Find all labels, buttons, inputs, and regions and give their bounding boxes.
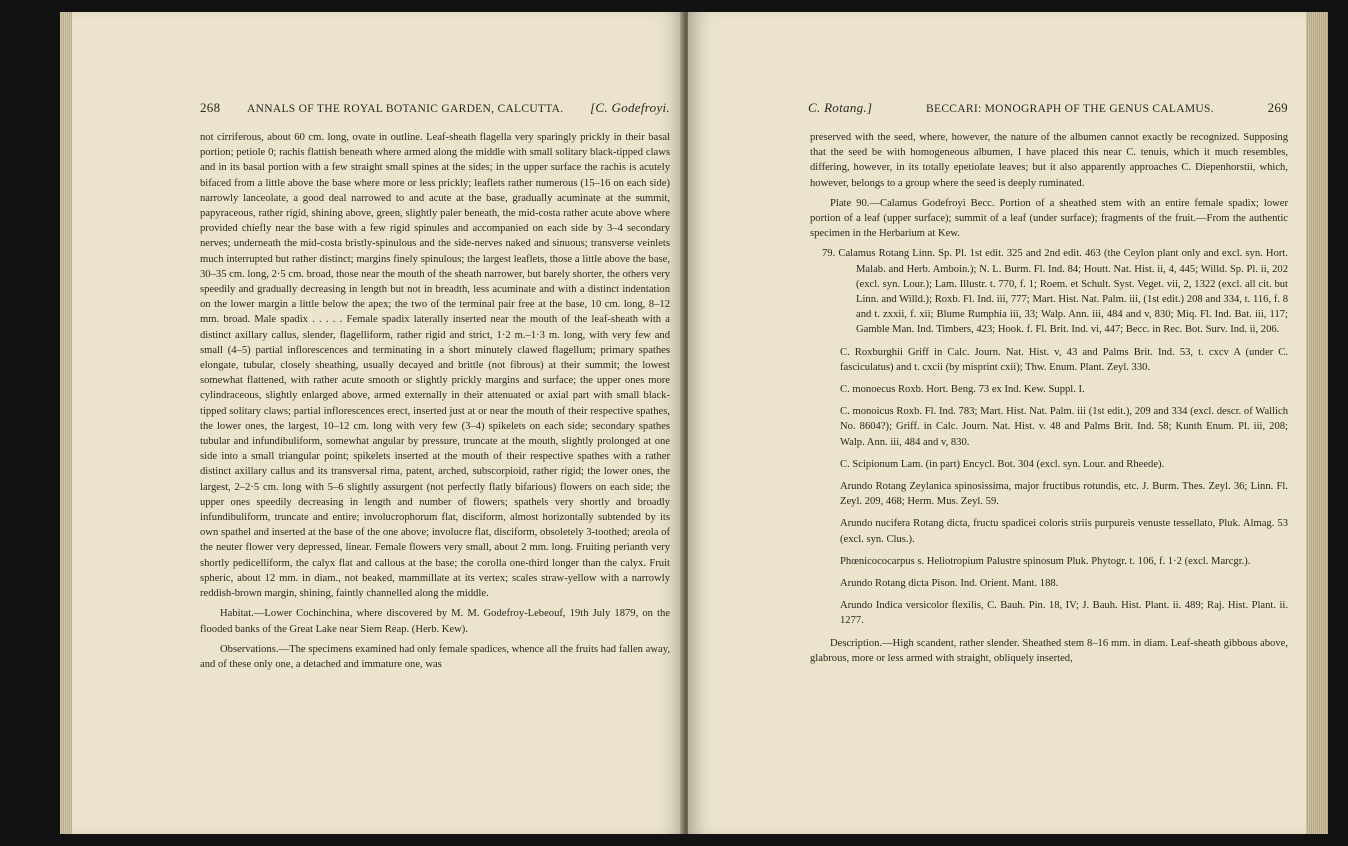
synonym-arundo-nucifera: Arundo nucifera Rotang dicta, fructu spadicei coloris striis purpureis venuste tessellato, Pluk. Almag. 53 (excl. syn. Clus.). [840,518,1288,545]
right-species-tag: C. Rotang.] [808,100,873,115]
left-page [60,12,684,834]
right-body-text [810,130,1288,671]
right-running-header [808,100,1288,116]
synonym-arundo-pison: Arundo Rotang dicta Pison. Ind. Orient. Mant. 188. [840,578,1059,590]
synonym-arundo-indica: Arundo Indica versicolor flexilis, C. Bauh. Pin. 18, IV; J. Bauh. Hist. Plant. ii. 489; Raj. Hist. Plant. ii. 1277. [840,600,1288,627]
plate-paragraph: Plate 90.—Calamus Godefroyi Becc. Portion of a sheathed stem with an entire female spadix; lower portion of a leaf (upper surface); summit of a leaf (under surface); fragments of the fruit.—From the authentic specimen in the Herbarium at Kew. [810,197,1288,240]
right-page [688,12,1328,834]
description-paragraph: not cirriferous, about 60 cm. long, ovate in outline. Leaf-sheath flagella very sparingly prickly in their basal portion; petiole 0; rachis flattish beneath where armed along the middle with small solitary black-tipped claws and in its basal portion with a few straight small spines at the sides; in the upper surface the rachis is acutely bifaced from a little above the base where more or less prickly; leaflets rather numerous (15–16 on each side) narrowly lanceolate, a good deal narrowed to and acute at the base, gradually acuminate at the summit, papyraceous, rather rigid, shining above, green, slightly paler beneath, the mid-costa rather acute above where provided chiefly near the base with a few rigid spinules and accompanied on each side by 3–4 secondary nerves; underneath the mid-costa bristly-spinulous and the side-nerves naked and sinuous; transverse veinlets much interrupted but rather distinct; margins finely spinulous; the largest leaflets, those a little above the base, 30–35 cm. long, 2·5 cm. broad, those near the mouth of the sheath narrower, but barely shorter, the others very speedily and gradually decreasing in length but not in breadth, less acuminate and with a distinct indentation on the lower margin a little below the apex; the two of the terminal pair free at the base, 10 cm. long, 8–12 mm. broad. Male spadix . . . . . Female spadix laterally inserted near the mouth of the leaf-sheath with a distinct axillary callus, slender, flagelliform, rather rigid and strict, 1·2 m.–1·3 m. long, with very few and small (4–5) partial inflorescences and terminating in a short minutely clawed flagellum; primary spathes elongate, tubular, closely sheathing, usually decayed and brittle (not fibrous) at their summit; the lowest somewhat flattened, with rather acute smooth or slightly prickly margins and surface; the upper ones more cylindraceous, slightly enlarged above, armed externally in their attenuated or axial part with small black-tipped solitary claws; partial inflorescences erect, inserted just at or near the mouth of their respective spathes, the lower ones, the largest, 10–12 cm. long with very few (3–4) spikelets on each side; secondary spathes tubular and infundibuliform, somewhat angular by pressure, truncate at the mouth, slightly prolonged at one side into a small triangular point; spikelets inserted at the mouth of their respective spathes with a rather distinct axillary callus and its transversal rima, patent, arched, subscorpioid, rather rigid; the lower ones, the largest, 2–2·5 cm. long with 5–6 slightly assurgent (not perfectly flatly bifarious) flowers on each side; the upper ones speedily decreasing in length and number of flowers; spathels very shortly and broadly infundibuliform, truncate and entire; involucrophorum flat, disciform, almost horizontally subtended by its own spathel and inserted at the base of the one above; involucre flat, disciform, obsoletely 3-toothed; areola of the neuter flower very depressed, linear. Female flowers very small, about 2 mm. long. Fruiting perianth very shortly pedicelliform, the calyx flat and callous at the base; the corolla one-third longer than the calyx. Fruit spheric, about 12 mm. in diam., not beaked, mammillate at its vertex; scales straw-yellow with a narrowly reddish-brown margin, shining, faintly channelled along the middle. [200,132,670,600]
left-body-text [200,130,670,677]
right-page-number: 269 [1267,100,1288,115]
open-book [60,12,1328,834]
synonym-phoenicocarpus: Phœnicococarpus s. Heliotropium Palustre spinosum Pluk. Phytogr. t. 106, f. 1·2 (excl. Marcgr.). [840,555,1251,567]
left-running-head: ANNALS OF THE ROYAL BOTANIC GARDEN, CALCUTTA. [247,103,564,115]
continued-paragraph: preserved with the seed, where, however, the nature of the albumen cannot exactly be recognized. Supposing that the seed be with homogeneous albumen, I have placed this near C. tenuis, which it much resembles, differing, however, in its totally epetiolate leaves; but it also apparently approaches C. Diepenhorstii, which, however, belongs to a group where the seed is deeply ruminated. [810,132,1288,189]
right-running-head: BECCARI: MONOGRAPH OF THE GENUS CALAMUS. [926,103,1214,115]
observations-paragraph: Observations.—The specimens examined had only female spadices, whence all the fruits had fallen away, and of these only one, a detached and immature one, was [200,643,670,670]
description-start: Description.—High scandent, rather slender. Sheathed stem 8–16 mm. in diam. Leaf-sheath gibbous above, glabrous, more or less armed with straight, obliquely inserted, [810,637,1288,664]
synonym-monoicus: C. monoicus Roxb. Fl. Ind. 783; Mart. Hist. Nat. Palm. iii (1st edit.), 209 and 334 (excl. descr. of Wallich No. 8604?); Griff. in Calc. Journ. Nat. Hist. v. 48 and Palms Brit. Ind. 58; Kunth Enum. Pl. iii, 208; Walp. Ann. iii, 484 and v, 830. [840,406,1288,448]
page-edges-left [60,12,72,834]
species-entry-79: 79. Calamus Rotang Linn. Sp. Pl. 1st edit. 325 and 2nd edit. 463 (the Ceylon plant only and excl. syn. Hort. Malab. and Herb. Amboin.); N. L. Burm. Fl. Ind. 84; Houtt. Nat. Hist. ii, 4, 445; Willd. Sp. Pl. ii, 202 (excl. syn. Lour.); Lam. Illustr. t. 770, f. 1; Roem. et Schult. Syst. Veget. vii, 2, 1322 (excl. all cit. but Linn. and Willd.); Roxb. Fl. Ind. iii, 777; Mart. Hist. Nat. Palm. iii, (1st edit.) 208 and 334, t. 116, f. 8 and t. zxxii, f. xii; Blume Rumphia iii, 33; Walp. Ann. iii, 484 and v, 830; Miq. Fl. Ind. Bat. iii, 117; Gamble Man. Ind. Timbers, 423; Hook. f. Fl. Brit. Ind. vi, 447; Becc. in Rec. Bot. Surv. Ind. ii, 206. [822,248,1288,336]
left-page-number: 268 [200,100,221,115]
synonym-arundo-zeylanica: Arundo Rotang Zeylanica spinosissima, major fructibus rotundis, etc. J. Burm. Thes. Zeyl. 36; Linn. Fl. Zeyl. 209, 468; Herm. Mus. Zeyl. 59. [840,481,1288,508]
left-running-header [200,100,670,116]
synonym-scipionum: C. Scipionum Lam. (in part) Encycl. Bot. 304 (excl. syn. Lour. and Rheede). [840,458,1165,470]
habitat-paragraph: Habitat.—Lower Cochinchina, where discovered by M. M. Godefroy-Lebeouf, 19th July 1879, on the flooded banks of the Great Lake near Siem Reap. (Herb. Kew). [200,608,670,635]
page-edges-right [1306,12,1328,834]
synonym-monoecus: C. monoecus Roxb. Hort. Beng. 73 ex Ind. Kew. Suppl. I. [840,384,1085,396]
synonym-roxburghii: C. Roxburghii Griff in Calc. Journ. Nat. Hist. v, 43 and Palms Brit. Ind. 53, t. cxcv A (under C. fasciculatus) and t. cxcii (by misprint cxii); Thw. Enum. Plant. Zeyl. 330. [840,346,1288,373]
left-species-tag: [C. Godefroyi. [590,100,670,115]
